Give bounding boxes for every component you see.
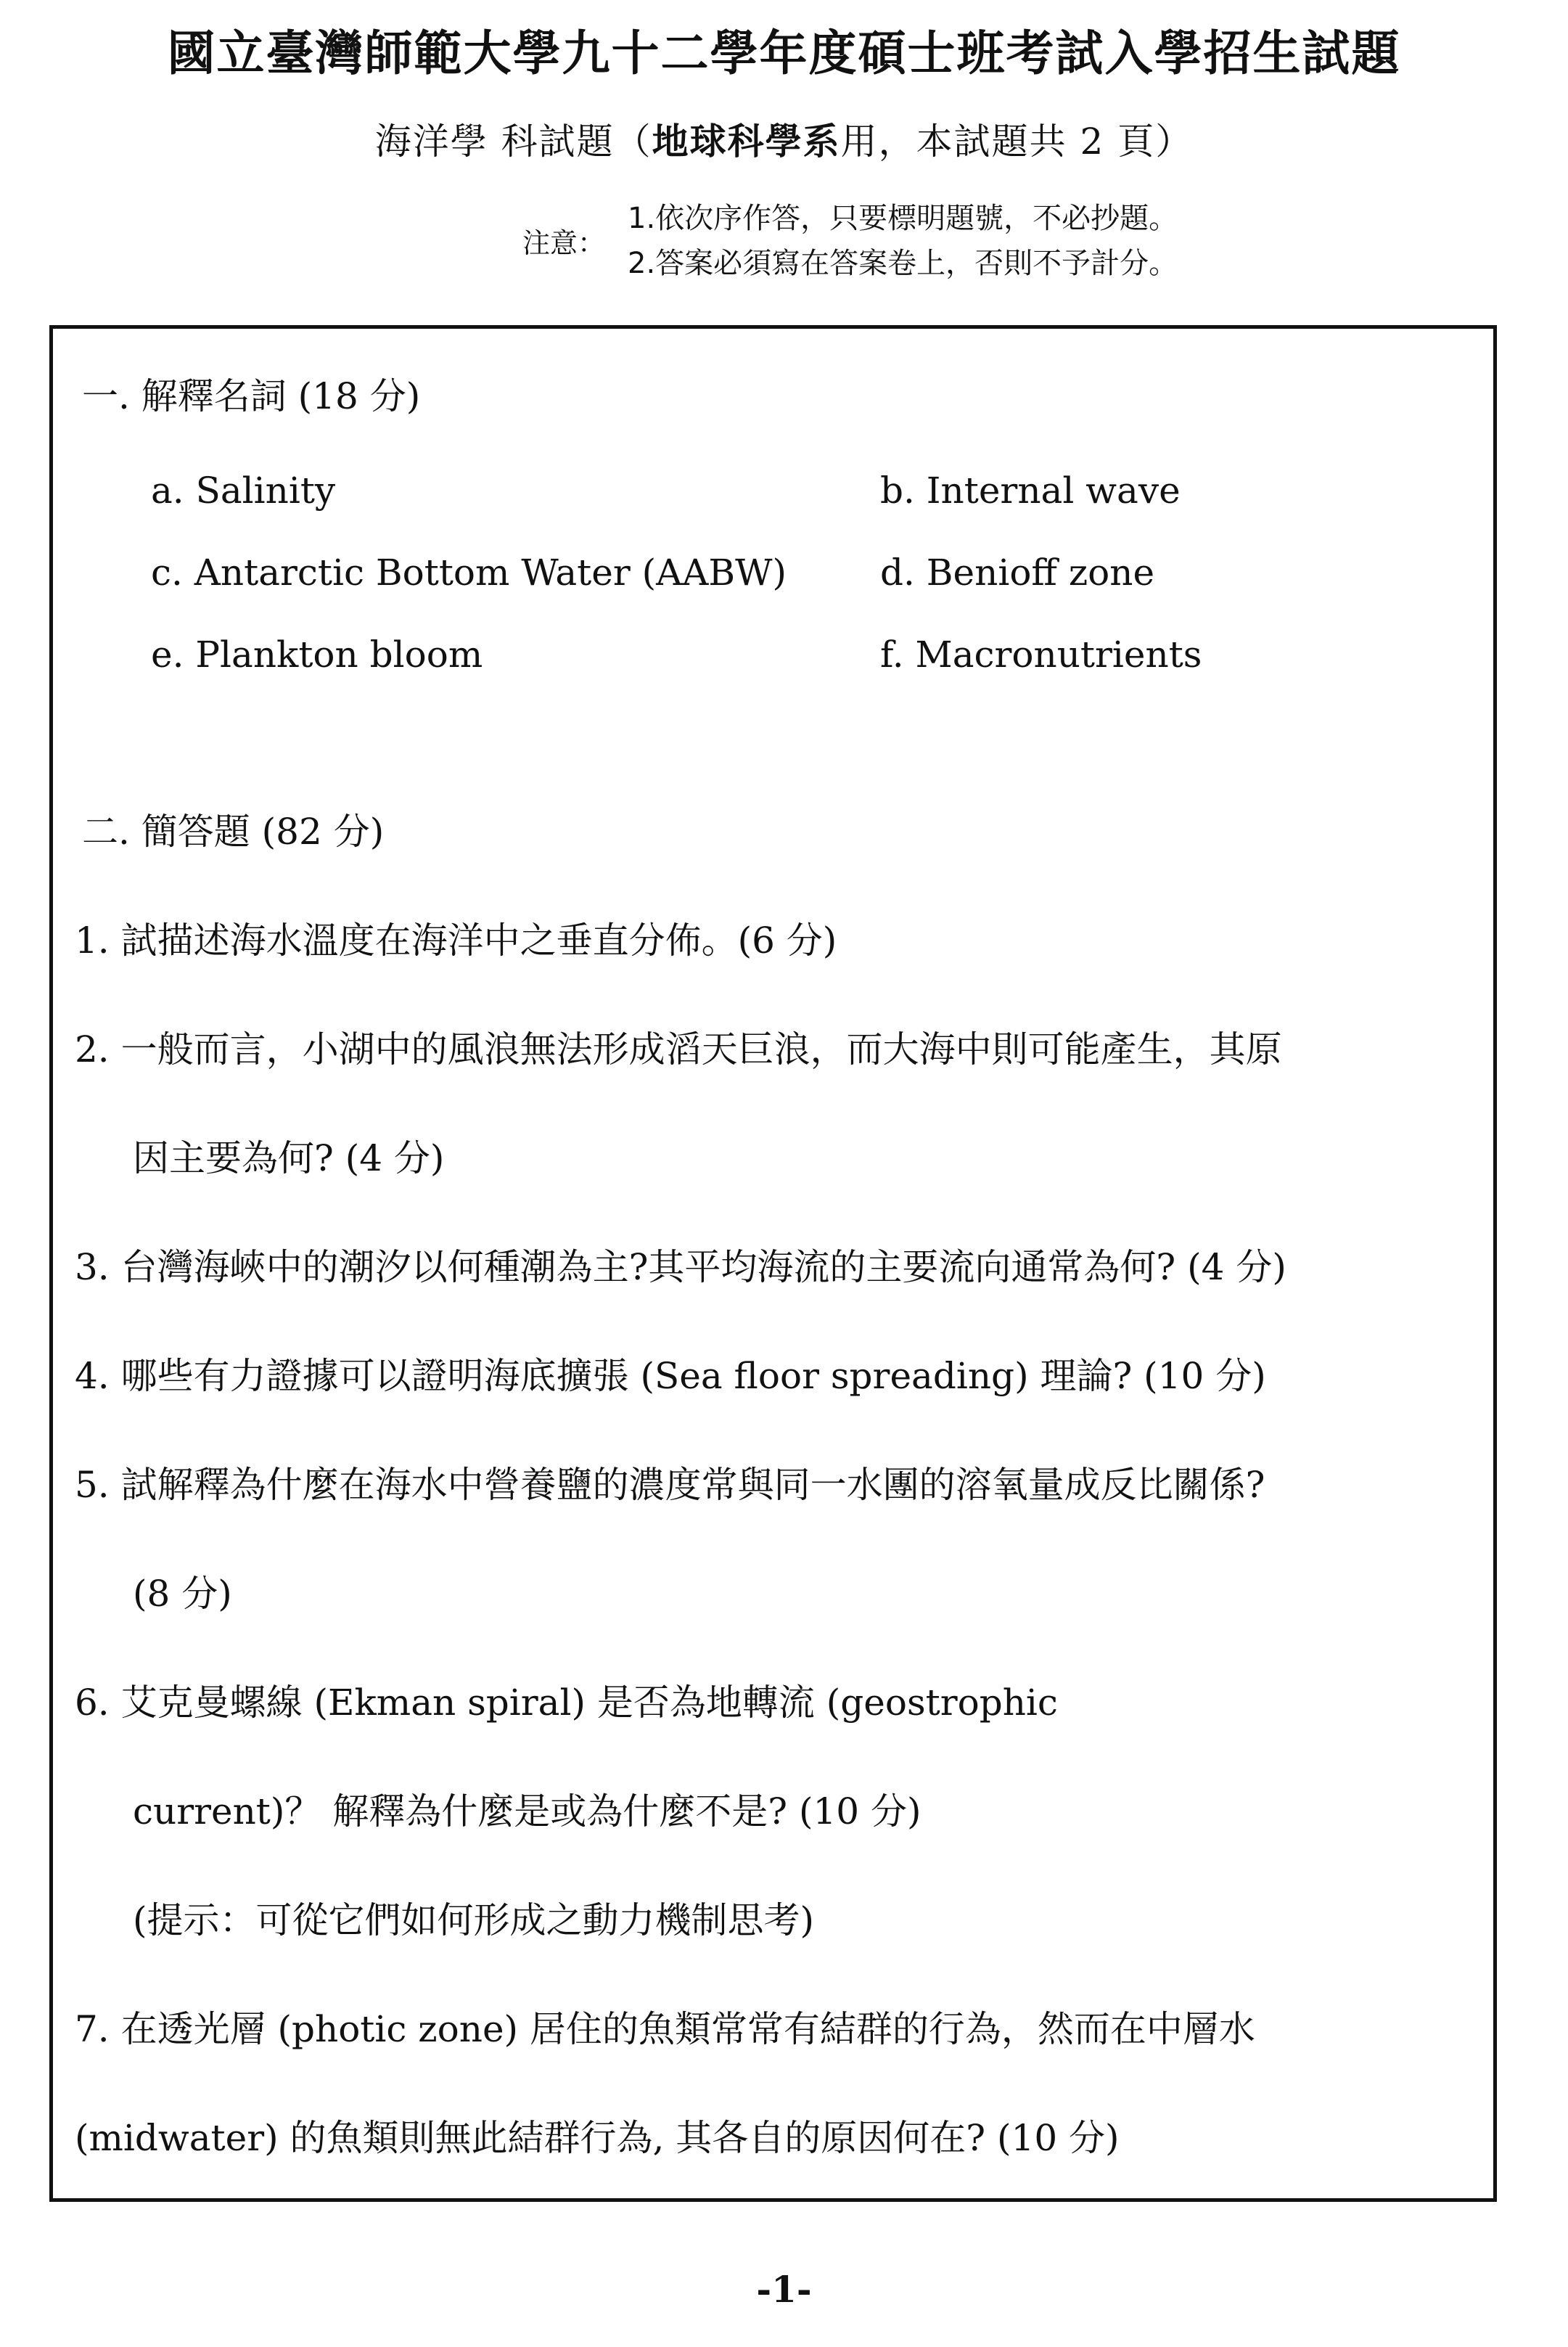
term-e: e. Plankton bloom bbox=[151, 634, 483, 676]
page-number: -1- bbox=[756, 2268, 812, 2311]
notice-item-2: 2.答案必須寫在答案卷上，否則不予計分。 bbox=[628, 247, 1178, 280]
section2-heading: 二. 簡答題 (82 分) bbox=[82, 811, 385, 853]
question-7: 7. 在透光層 (photic zone) 居住的魚類常常有結群的行為，然而在中層水 bbox=[75, 2008, 1255, 2050]
notice-item-1: 1.依次序作答，只要標明題號，不必抄題。 bbox=[628, 202, 1178, 235]
term-f: f. Macronutrients bbox=[880, 634, 1202, 676]
subtitle-rest: 用，本試題共 2 頁） bbox=[840, 120, 1194, 163]
section1-heading: 一. 解釋名詞 (18 分) bbox=[82, 375, 421, 417]
page-title: 國立臺灣師範大學九十二學年度碩士班考試入學招生試題 bbox=[167, 25, 1401, 81]
question-2-continued: 因主要為何? (4 分) bbox=[133, 1137, 445, 1179]
question-6-hint: (提示：可從它們如何形成之動力機制思考) bbox=[133, 1899, 815, 1941]
exam-question-box bbox=[49, 325, 1497, 2202]
term-c: c. Antarctic Bottom Water (AABW) bbox=[151, 552, 787, 594]
question-4: 4. 哪些有力證據可以證明海底擴張 (Sea floor spreading) 理論? (10 分) bbox=[75, 1355, 1266, 1397]
notice-label: 注意： bbox=[522, 227, 606, 259]
question-6-continued: current)？ 解釋為什麼是或為什麼不是? (10 分) bbox=[133, 1790, 921, 1832]
question-7-continued: (midwater) 的魚類則無此結群行為, 其各自的原因何在? (10 分) bbox=[75, 2117, 1120, 2159]
question-5: 5. 試解釋為什麼在海水中營養鹽的濃度常與同一水團的溶氧量成反比關係? bbox=[75, 1464, 1265, 1506]
notice-block bbox=[522, 196, 1466, 290]
subtitle-department: 地球科學系 bbox=[652, 120, 841, 163]
question-6: 6. 艾克曼螺線 (Ekman spiral) 是否為地轉流 (geostrophic bbox=[75, 1682, 1058, 1724]
notice-items bbox=[628, 196, 1178, 286]
question-1: 1. 試描述海水溫度在海洋中之垂直分佈。(6 分) bbox=[75, 919, 837, 962]
question-5-continued: (8 分) bbox=[133, 1573, 232, 1615]
subtitle bbox=[0, 116, 1568, 167]
term-b: b. Internal wave bbox=[880, 470, 1181, 512]
question-3: 3. 台灣海峽中的潮汐以何種潮為主?其平均海流的主要流向通常為何? (4 分) bbox=[75, 1246, 1286, 1288]
term-a: a. Salinity bbox=[151, 470, 336, 512]
term-d: d. Benioff zone bbox=[880, 552, 1155, 594]
question-2: 2. 一般而言，小湖中的風浪無法形成滔天巨浪，而大海中則可能產生，其原 bbox=[75, 1028, 1282, 1070]
subtitle-subject: 海洋學 科試題（ bbox=[374, 120, 652, 163]
